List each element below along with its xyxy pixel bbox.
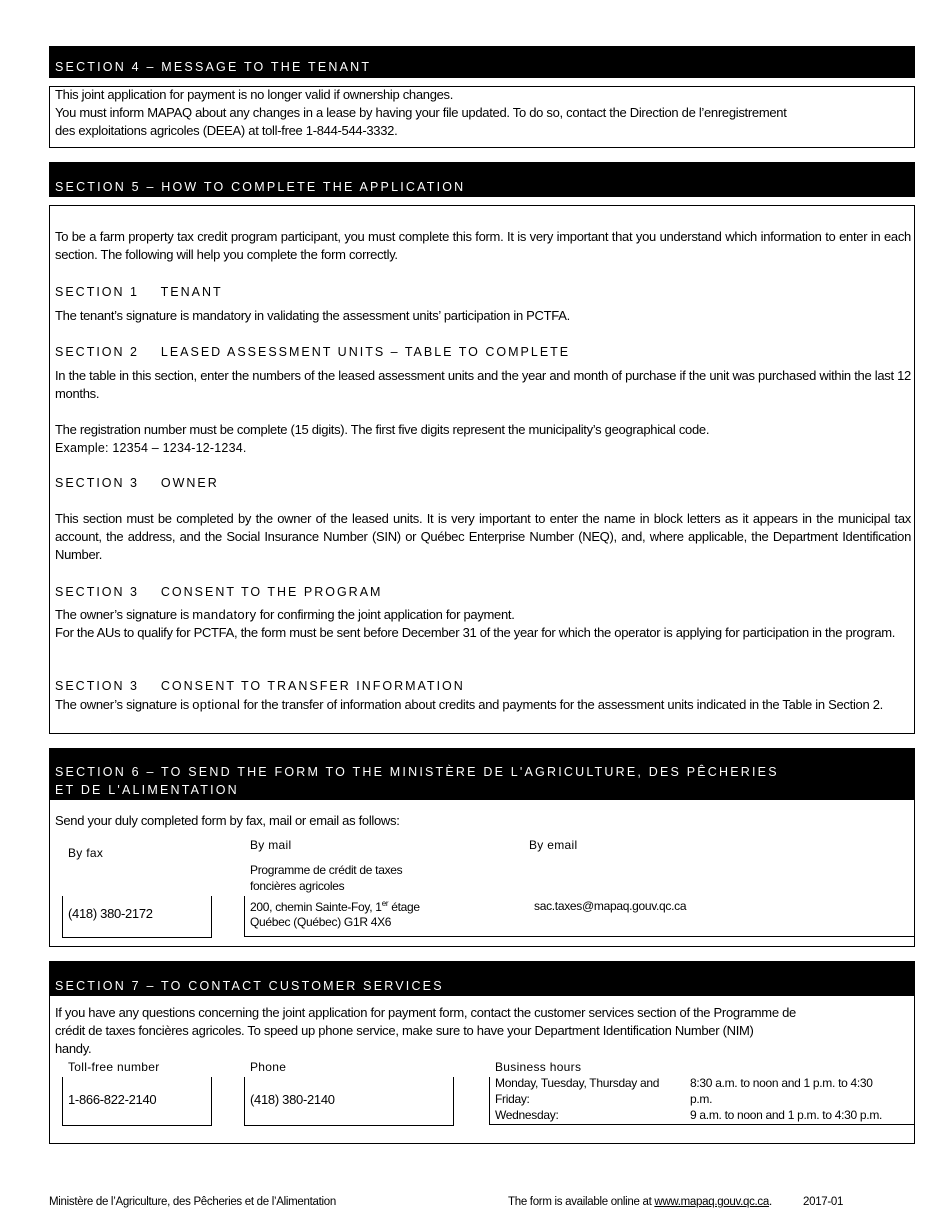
footer-available-text: The form is available online at xyxy=(508,1196,655,1208)
section4-line2: You must inform MAPAQ about any changes in a lease by having your file updated. To do so, contact the Direction de l’enregistrement xyxy=(55,105,787,120)
section5-s1-title: SECTION 1 TENANT xyxy=(55,285,223,299)
mail-field-border xyxy=(244,896,245,937)
tollfree-label: Toll-free number xyxy=(68,1060,160,1074)
mail-line1: Programme de crédit de taxes xyxy=(250,863,403,877)
tollfree-value: 1-866-822-2140 xyxy=(68,1092,157,1107)
section5-s1-text: The tenant’s signature is mandatory in validating the assessment units’ participation in PCTFA. xyxy=(55,308,570,323)
hours-days-0: Monday, Tuesday, Thursday and xyxy=(495,1076,660,1090)
footer-period: . xyxy=(768,1196,772,1208)
section7-text-line1: If you have any questions concerning the joint application for payment form, contact the customer services section of the Programme de xyxy=(55,1005,796,1020)
mail-line3-sup: er xyxy=(381,899,389,908)
phone-value: (418) 380-2140 xyxy=(250,1092,335,1107)
mail-field-bottom xyxy=(244,936,915,937)
section5-s3-text: This section must be completed by the owner of the leased units. It is very important to enter the name in block letters as it appears in the municipal tax account, the address, and the Social Insurance Number (SIN) or Québec Enterprise Number (NEQ), and, where applicable, the Department Identification Number. xyxy=(55,511,911,562)
section6-header-line1: SECTION 6 – TO SEND THE FORM TO THE MINISTÈRE DE L'AGRICULTURE, DES PÊCHERIES xyxy=(55,765,779,779)
section5-intro: To be a farm property tax credit program participant, you must complete this form. It is very important that you understand which information to enter in each section. The following will help you complete the form correctly. xyxy=(55,229,911,262)
mail-label: By mail xyxy=(250,838,292,852)
mail-line2: foncières agricoles xyxy=(250,879,345,893)
email-label: By email xyxy=(529,838,578,852)
section5-s3c-text xyxy=(55,696,911,714)
footer-ministry: Ministère de l’Agriculture, des Pêcheries et de l’Alimentation xyxy=(49,1196,336,1208)
section4-header xyxy=(49,46,915,78)
section5-s3b-text2: For the AUs to qualify for PCTFA, the form must be sent before December 31 of the year for which the operator is applying for participation in the program. xyxy=(55,625,896,640)
section7-text-line2: crédit de taxes foncières agricoles. To speed up phone service, make sure to have your Department Identification Number (NIM) xyxy=(55,1023,754,1038)
s3c-word: optional xyxy=(192,697,241,712)
phone-label: Phone xyxy=(250,1060,287,1074)
fax-value: (418) 380-2172 xyxy=(68,906,153,921)
section5-s2-title: SECTION 2 LEASED ASSESSMENT UNITS – TABLE TO COMPLETE xyxy=(55,345,571,359)
section5-s2-text: In the table in this section, enter the numbers of the leased assessment units and the year and month of purchase if the unit was purchased within the last 12 months. xyxy=(55,368,911,401)
mail-line4: Québec (Québec) G1R 4X6 xyxy=(250,915,392,929)
email-value[interactable]: sac.taxes@mapaq.gouv.qc.ca xyxy=(534,899,687,913)
s3c-pre: The owner’s signature is xyxy=(55,697,193,712)
section5-s3c-title: SECTION 3 CONSENT TO TRANSFER INFORMATION xyxy=(55,679,465,693)
section5-header xyxy=(49,162,915,197)
section5-s2-reg: The registration number must be complete (15 digits). The first five digits represent the municipality’s geographical code. xyxy=(55,422,710,437)
s3b-word: mandatory xyxy=(192,607,257,622)
footer-availability xyxy=(508,1196,772,1208)
section5-s2-example: Example: 12354 – 1234-12-1234. xyxy=(55,441,247,455)
mail-line3 xyxy=(250,899,420,914)
hours-label: Business hours xyxy=(495,1060,582,1074)
section4-line3: des exploitations agricoles (DEEA) at toll-free 1-844-544-3332. xyxy=(55,123,398,138)
section5-s3b-text1 xyxy=(55,606,515,624)
hours-field-left xyxy=(489,1077,490,1125)
section4-header-text: SECTION 4 – MESSAGE TO THE TENANT xyxy=(55,60,372,74)
footer-link[interactable]: www.mapaq.gouv.qc.ca xyxy=(654,1196,769,1208)
hours-time-2: 9 a.m. to noon and 1 p.m. to 4:30 p.m. xyxy=(690,1108,883,1122)
mail-line3-pre: 200, chemin Sainte-Foy, 1 xyxy=(250,900,382,914)
section5-s3b-title: SECTION 3 CONSENT TO THE PROGRAM xyxy=(55,585,383,599)
hours-days-1: Friday: xyxy=(495,1092,530,1106)
hours-time-0: 8:30 a.m. to noon and 1 p.m. to 4:30 xyxy=(690,1076,873,1090)
fax-label: By fax xyxy=(68,846,104,860)
section4-line1: This joint application for payment is no longer valid if ownership changes. xyxy=(55,87,454,102)
section7-header-text: SECTION 7 – TO CONTACT CUSTOMER SERVICES xyxy=(55,979,444,993)
footer-version: 2017-01 xyxy=(803,1196,844,1208)
hours-days-2: Wednesday: xyxy=(495,1108,559,1122)
section5-s3-title: SECTION 3 OWNER xyxy=(55,476,219,490)
mail-line3-post: étage xyxy=(388,900,420,914)
s3b-pre: The owner’s signature is xyxy=(55,607,193,622)
s3c-post: for the transfer of information about credits and payments for the assessment units indicated in the Table in Section 2. xyxy=(240,697,883,712)
hours-field-bottom xyxy=(489,1124,915,1125)
section6-header-line2: ET DE L'ALIMENTATION xyxy=(55,783,239,797)
s3b-post: for confirming the joint application for payment. xyxy=(256,607,515,622)
section6-intro: Send your duly completed form by fax, mail or email as follows: xyxy=(55,813,400,828)
hours-time-1: p.m. xyxy=(690,1092,713,1106)
section5-header-text: SECTION 5 – HOW TO COMPLETE THE APPLICATION xyxy=(55,180,466,194)
section7-text-line3: handy. xyxy=(55,1041,92,1056)
